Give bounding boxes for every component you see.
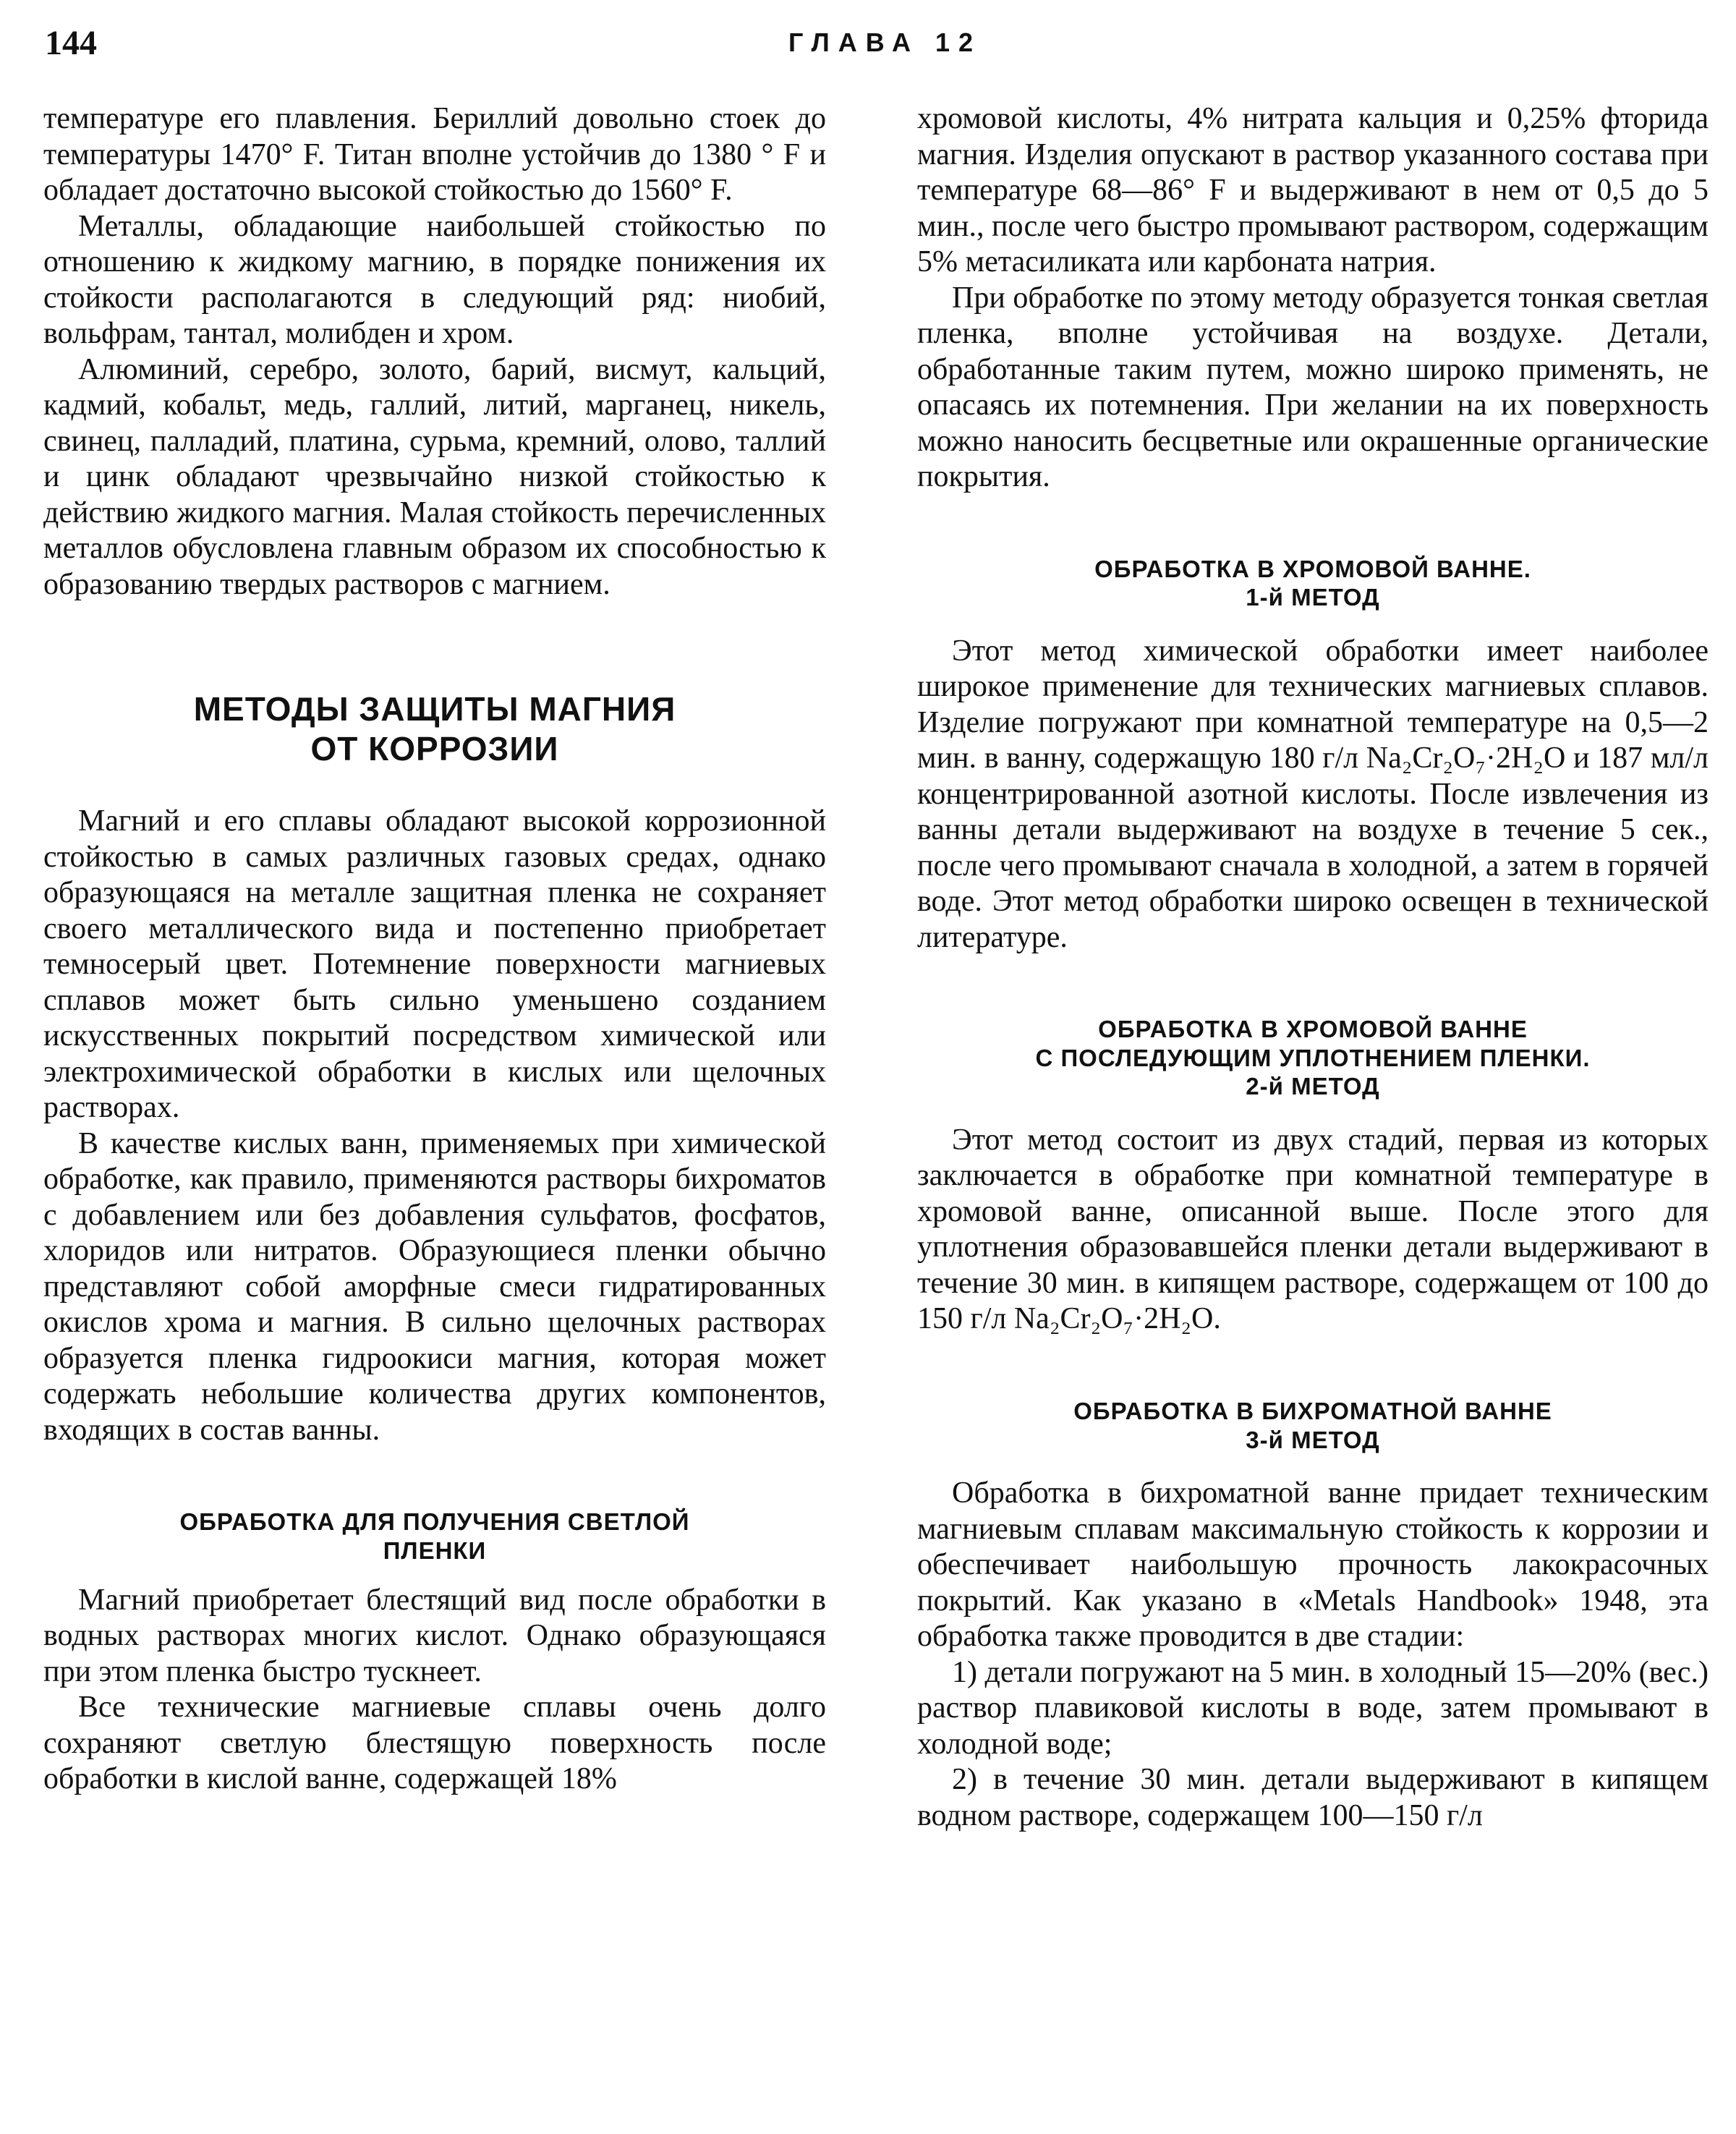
subsection-heading bbox=[917, 555, 1709, 612]
heading-line: ОБРАБОТКА В ХРОМОВОЙ ВАННЕ bbox=[1098, 1016, 1528, 1043]
subsection-heading bbox=[917, 1015, 1709, 1101]
subsection-heading bbox=[917, 1397, 1709, 1454]
paragraph: Магний приобретает блестящий вид после обработки в водных растворах многих кислот. Однако образующаяся при этом пленка быстро тускнеет. bbox=[43, 1583, 826, 1688]
paragraph: Магний и его сплавы обладают высокой коррозионной стойкостью в самых различных газовых средах, однако образующаяся на металле защитная пленка не сохраняет своего металлического вида и постепенно приобретает темносерый цвет. Потемнение поверхности магниевых сплавов может быть сильно уменьшено созданием искусственных покрытий посредством химической или электрохимической обработки в кислых или щелочных растворах. bbox=[43, 804, 826, 1125]
heading-line: С ПОСЛЕДУЮЩИМ УПЛОТНЕНИЕМ ПЛЕНКИ. bbox=[1035, 1044, 1591, 1071]
paragraph: хромовой кислоты, 4% нитрата кальция и 0,25% фторида магния. Изделия опускают в раствор указанного состава при температуре 68—86° F и выдерживают в нем от 0,5 до 5 мин., после чего быстро промывают раствором, содержащим 5% метасиликата или карбоната натрия. bbox=[917, 102, 1709, 279]
left-column bbox=[43, 101, 826, 1798]
heading-line: ОБРАБОТКА В ХРОМОВОЙ ВАННЕ. bbox=[1094, 555, 1531, 582]
paragraph: 1) детали погружают на 5 мин. в холодный 15—20% (вес.) раствор плавиковой кислоты в воде, затем промывают в холодной воде; bbox=[917, 1655, 1709, 1761]
paragraph: При обработке по этому методу образуется тонкая светлая пленка, вполне устойчивая на воздухе. Детали, обработанные таким путем, можно широко применять, не опасаясь их потемнения. При желании на их поверхность можно наносить бесцветные или окрашенные органические покрытия. bbox=[917, 281, 1709, 493]
running-head: ГЛАВА 12 bbox=[788, 27, 982, 57]
paragraph: В качестве кислых ванн, применяемых при химической обработке, как правило, применяются растворы бихроматов с добавлением или без добавления сульфатов, фосфатов, хлоридов или нитратов. Образующиеся пленки обычно представляют собой аморфные смеси гидратированных окислов хрома и магния. В сильно щелочных растворах образуется пленка гидроокиси магния, которая может содержать небольшие количества других компонентов, входящих в состав ванны. bbox=[43, 1126, 826, 1447]
heading-line: ОБРАБОТКА ДЛЯ ПОЛУЧЕНИЯ СВЕТЛОЙ bbox=[179, 1508, 690, 1536]
paragraph: 2) в течение 30 мин. детали выдерживают в кипящем водном растворе, содержащем 100—150 г/л bbox=[917, 1763, 1709, 1832]
heading-line: ОТ КОРРОЗИИ bbox=[310, 730, 559, 768]
heading-line: 3-й МЕТОД bbox=[1246, 1426, 1380, 1453]
paragraph: Металлы, обладающие наибольшей стойкостью по отношению к жидкому магнию, в порядке понижения их стойкости располагаются в следующий ряд: ниобий, вольфрам, тантал, молибден и хром. bbox=[43, 209, 826, 350]
page-number: 144 bbox=[45, 24, 97, 62]
paragraph: Этот метод состоит из двух стадий, первая из которых заключается в обработке при комнатной температуре в хромовой ванне, описанной выше. После этого для уплотнения образовавшейся пленки детали выдерживают в течение 30 мин. в кипящем растворе, содержащем от 100 до 150 г/л Na₂Cr₂O₇·2H₂O. bbox=[917, 1123, 1709, 1336]
subsection-heading bbox=[43, 1508, 826, 1565]
heading-line: 2-й МЕТОД bbox=[1246, 1073, 1380, 1100]
heading-line: ОБРАБОТКА В БИХРОМАТНОЙ ВАННЕ bbox=[1073, 1397, 1552, 1424]
heading-line: 1-й МЕТОД bbox=[1246, 584, 1380, 611]
right-column bbox=[917, 101, 1709, 1834]
section-heading bbox=[43, 689, 826, 769]
paragraph: Все технические магниевые сплавы очень долго сохраняют светлую блестящую поверхность после обработки в кислой ванне, содержащей 18% bbox=[43, 1691, 826, 1796]
heading-line: МЕТОДЫ ЗАЩИТЫ МАГНИЯ bbox=[193, 690, 676, 728]
heading-line: ПЛЕНКИ bbox=[383, 1536, 487, 1564]
paragraph: Этот метод химической обработки имеет наиболее широкое применение для технических магниевых сплавов. Изделие погружают при комнатной температуре на 0,5—2 мин. в ванну, содержащую 180 г/л Na₂Cr₂O₇·2H₂O и 187 мл/л концентрированной азотной кислоты. После извлечения из ванны детали выдерживают на воздухе в течение 5 сек., после чего промывают сначала в холодной, а затем в горячей воде. Этот метод обработки широко освещен в технической литературе. bbox=[917, 634, 1709, 954]
paragraph: Обработка в бихроматной ванне придает техническим магниевым сплавам максимальную стойкость к коррозии и обеспечивает наибольшую прочность лакокрасочных покрытий. Как указано в «Metals Handbook» 1948, эта обработка также проводится в две стадии: bbox=[917, 1476, 1709, 1654]
paragraph: температуре его плавления. Бериллий довольно стоек до температуры 1470° F. Титан вполне устойчив до 1380 ° F и обладает достаточно высокой стойкостью до 1560° F. bbox=[43, 102, 826, 207]
paragraph: Алюминий, серебро, золото, барий, висмут, кальций, кадмий, кобальт, медь, галлий, литий, марганец, никель, свинец, палладий, платина, сурьма, кремний, олово, таллий и цинк обладают чрезвычайно низкой стойкостью к действию жидкого магния. Малая стойкость перечисленных металлов обусловлена главным образом их способностью к образованию твердых растворов с магнием. bbox=[43, 352, 826, 601]
